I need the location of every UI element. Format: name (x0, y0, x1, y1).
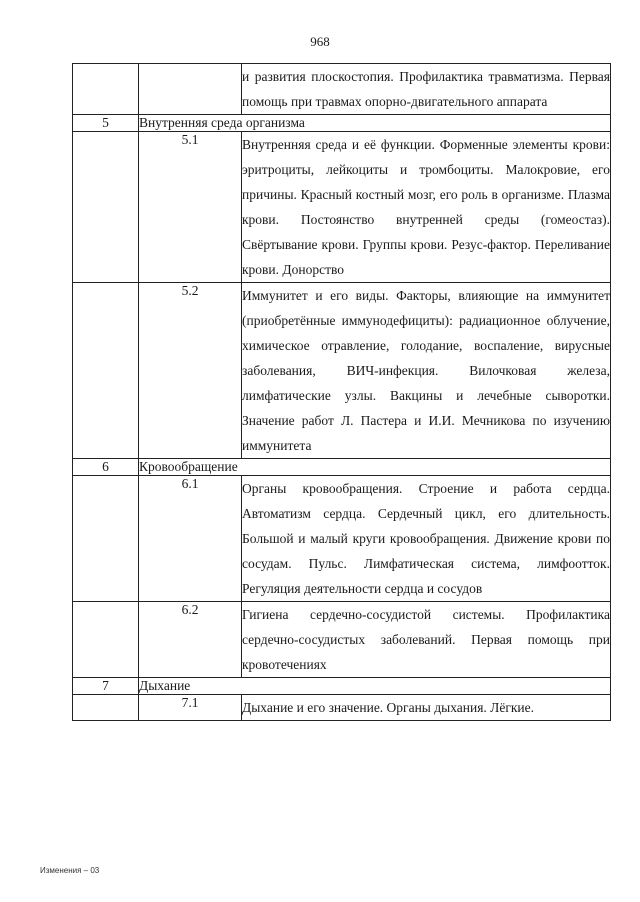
table-row-subsection (73, 283, 611, 459)
cell-empty (73, 283, 139, 459)
table-row-section (73, 678, 611, 695)
section-number: 7 (73, 678, 139, 695)
subsection-number: 5.2 (139, 283, 242, 459)
subsection-number: 6.2 (139, 602, 242, 678)
footer-revision-note: Изменения – 03 (40, 866, 100, 875)
table-row-section (73, 459, 611, 476)
cell-empty (73, 64, 139, 115)
cell-content: Органы кровообращения. Строение и работа сердца. Автоматизм сердца. Сердечный цикл, его длительность. Большой и малый круги кровообращения. Движение крови по сосудам. Пульс. Лимфатическая система, лимфоотток. Регуляция деятельности сердца и сосудов (242, 476, 611, 602)
section-title: Внутренняя среда организма (139, 115, 611, 132)
table-row-section (73, 115, 611, 132)
section-title: Дыхание (139, 678, 611, 695)
cell-empty (73, 695, 139, 721)
cell-empty (73, 132, 139, 283)
section-title: Кровообращение (139, 459, 611, 476)
table-row-subsection (73, 476, 611, 602)
cell-content: Гигиена сердечно-сосудистой системы. Профилактика сердечно-сосудистых заболеваний. Первая помощь при кровотечениях (242, 602, 611, 678)
cell-content: Дыхание и его значение. Органы дыхания. Лёгкие. (242, 695, 611, 721)
cell-empty (73, 602, 139, 678)
table-row-subsection (73, 602, 611, 678)
cell-content: Внутренняя среда и её функции. Форменные элементы крови: эритроциты, лейкоциты и тромбоциты. Малокровие, его причины. Красный костный мозг, его роль в организме. Плазма крови. Постоянство внутренней среды (гомеостаз). Свёртывание крови. Группы крови. Резус-фактор. Переливание крови. Донорство (242, 132, 611, 283)
subsection-number: 5.1 (139, 132, 242, 283)
page-number: 968 (310, 34, 330, 49)
section-number: 6 (73, 459, 139, 476)
table-row-subsection (73, 132, 611, 283)
subsection-number: 6.1 (139, 476, 242, 602)
cell-content: Иммунитет и его виды. Факторы, влияющие на иммунитет (приобретённые иммунодефициты): радиационное облучение, химическое отравление, голодание, воспаление, вирусные заболевания, ВИЧ-инфекция. Вилочковая железа, лимфатические узлы. Вакцины и лечебные сыворотки. Значение работ Л. Пастера и И.И. Мечникова по изучению иммунитета (242, 283, 611, 459)
subsection-number: 7.1 (139, 695, 242, 721)
cell-content: и развития плоскостопия. Профилактика травматизма. Первая помощь при травмах опорно-двигательного аппарата (242, 64, 611, 115)
table-row-subsection (73, 695, 611, 721)
table-row-continuation (73, 64, 611, 115)
cell-empty (139, 64, 242, 115)
cell-empty (73, 476, 139, 602)
curriculum-table (72, 63, 611, 721)
section-number: 5 (73, 115, 139, 132)
